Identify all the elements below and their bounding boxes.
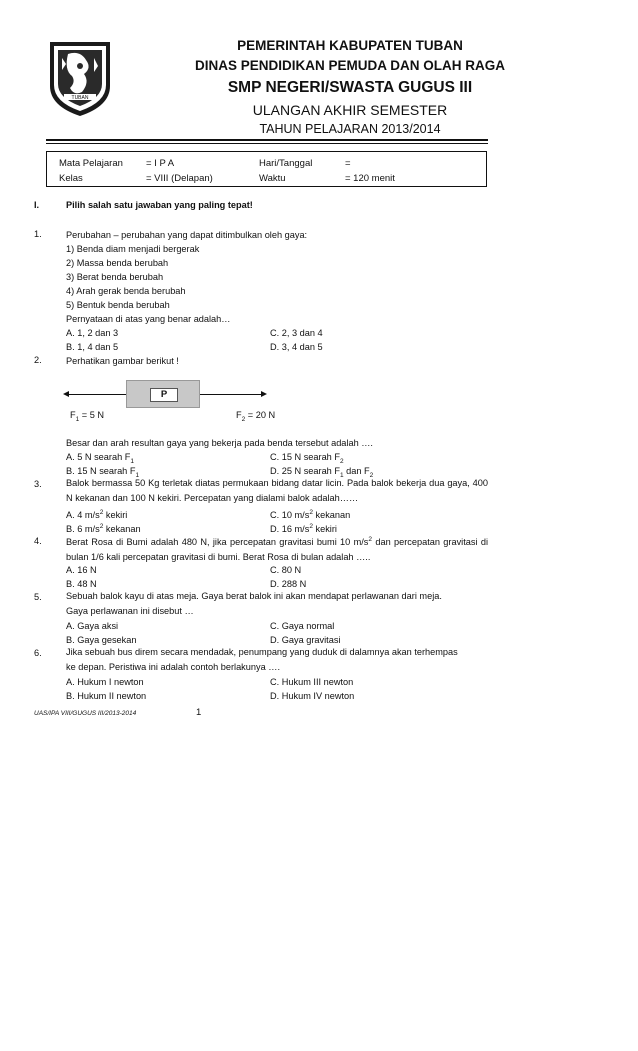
header-line-1: PEMERINTAH KABUPATEN TUBAN — [237, 38, 463, 53]
page-number: 1 — [196, 707, 202, 718]
q6-number: 6. — [34, 648, 42, 658]
footer-code: UAS/IPA VIII/GUGUS III/2013-2014 — [34, 710, 137, 717]
q5-option-b: B. Gaya gesekan — [66, 635, 137, 645]
q5-option-a: A. Gaya aksi — [66, 621, 119, 631]
header-line-4: ULANGAN AKHIR SEMESTER — [252, 102, 448, 118]
q1-number: 1. — [34, 229, 42, 239]
section-title: Pilih salah satu jawaban yang paling tepat! — [66, 200, 253, 210]
force-f1-label: $F_1 = 5$ N — [70, 410, 105, 423]
q3-option-a: A. 4 $m/s^2$ kekiri — [66, 509, 128, 521]
q3-stem: Balok bermassa 50 Kg terletak diatas permukaan bidang datar licin. Pada balok bekerja dua gaya, 400 N kekanan dan 100 N kekiri. Percepatan yang dialami balok adalah…… — [66, 478, 488, 503]
header-line-5: TAHUN PELAJARAN 2013/2014 — [259, 122, 441, 136]
subject-label: Mata Pelajaran — [59, 158, 123, 169]
q1-item-4: 4) Arah gerak benda berubah — [66, 286, 186, 296]
q2-option-a: A. 5 N searah $F_1$ — [66, 452, 134, 465]
q1-option-b: B. 1, 4 dan 5 — [66, 342, 119, 352]
q1-option-d: D. 3, 4 dan 5 — [270, 342, 323, 352]
block-label: P — [150, 388, 178, 402]
block-p — [126, 380, 200, 408]
section-number: I. — [34, 200, 40, 210]
q2-number: 2. — [34, 355, 42, 365]
q6-option-d: D. Hukum IV newton — [270, 691, 355, 701]
q6-option-a: A. Hukum I newton — [66, 677, 144, 687]
class-label: Kelas — [59, 173, 83, 184]
header-rule-thin — [46, 143, 488, 144]
svg-text:TUBAN: TUBAN — [71, 95, 89, 101]
force-line-left — [68, 394, 126, 395]
q2-option-b: B. 15 N searah $F_1$ — [66, 466, 140, 479]
q4-number: 4. — [34, 536, 42, 546]
q1-option-a: A. 1, 2 dan 3 — [66, 328, 119, 338]
q3-option-c: C. 10 $m/s^2$ kekanan — [270, 509, 351, 521]
subject-value: = I P A — [146, 158, 175, 169]
header-line-3: SMP NEGERI/SWASTA GUGUS III — [227, 79, 473, 96]
q5-number: 5. — [34, 592, 42, 602]
force-arrow-right — [261, 391, 267, 397]
class-value: = VIII (Delapan) — [146, 173, 213, 184]
q1-item-3: 3) Berat benda berubah — [66, 272, 164, 282]
q4-option-c: C. 80 N — [270, 565, 302, 575]
q2-stem: Perhatikan gambar berikut ! — [66, 356, 179, 366]
q2-question: Besar dan arah resultan gaya yang bekerja pada benda tersebut adalah …. — [66, 438, 373, 448]
q3-number: 3. — [34, 479, 42, 489]
q2-option-c: C. 15 N searah $F_2$ — [270, 452, 344, 465]
force-line-right — [200, 394, 262, 395]
q6-option-c: C. Hukum III newton — [270, 677, 354, 687]
time-value: = 120 menit — [345, 173, 395, 184]
exam-info-box — [46, 151, 487, 187]
q6-stem: Jika sebuah bus direm secara mendadak, penumpang yang duduk di dalamnya akan terhempas ke depan. Peristiwa ini adalah contoh berlakunya …. — [66, 647, 458, 672]
q1-item-2: 2) Massa benda berubah — [66, 258, 169, 268]
q5-option-c: C. Gaya normal — [270, 621, 335, 631]
force-arrow-left — [63, 391, 69, 397]
q4-option-a: A. 16 N — [66, 565, 97, 575]
q5-stem: Sebuah balok kayu di atas meja. Gaya berat balok ini akan mendapat perlawanan dari meja. Gaya perlawanan ini disebut … — [66, 591, 442, 616]
q2-option-d: D. 25 N searah $F_1$ dan $F_2$ — [270, 466, 374, 479]
header-rule-thick — [46, 139, 488, 141]
q4-option-b: B. 48 N — [66, 579, 97, 589]
date-value: = — [345, 158, 351, 169]
header-line-2: DINAS PENDIDIKAN PEMUDA DAN OLAH RAGA — [194, 58, 505, 73]
date-label: Hari/Tanggal — [259, 158, 313, 169]
time-label: Waktu — [259, 173, 286, 184]
q1-stem: Perubahan – perubahan yang dapat ditimbulkan oleh gaya: — [66, 230, 308, 240]
q1-item-5: 5) Bentuk benda berubah — [66, 300, 170, 310]
q4-stem: Berat Rosa di Bumi adalah 480 N, jika percepatan gravitasi bumi 10 $m/s^2$ dan percepatan gravitasi di bulan 1/6 kali percepatan gravitasi di bumi. Berat Rosa di bulan adalah ….. — [66, 536, 488, 562]
q5-option-d: D. Gaya gravitasi — [270, 635, 341, 645]
q6-option-b: B. Hukum II newton — [66, 691, 147, 701]
q4-option-d: D. 288 N — [270, 579, 307, 589]
q1-option-c: C. 2, 3 dan 4 — [270, 328, 323, 338]
q1-question: Pernyataan di atas yang benar adalah… — [66, 314, 231, 324]
force-f2-label: $F_2 = 20$ N — [236, 410, 276, 423]
q1-item-1: 1) Benda diam menjadi bergerak — [66, 244, 200, 254]
q3-option-b: B. 6 $m/s^2$ kekanan — [66, 523, 141, 535]
q3-option-d: D. 16 $m/s^2$ kekiri — [270, 523, 337, 535]
